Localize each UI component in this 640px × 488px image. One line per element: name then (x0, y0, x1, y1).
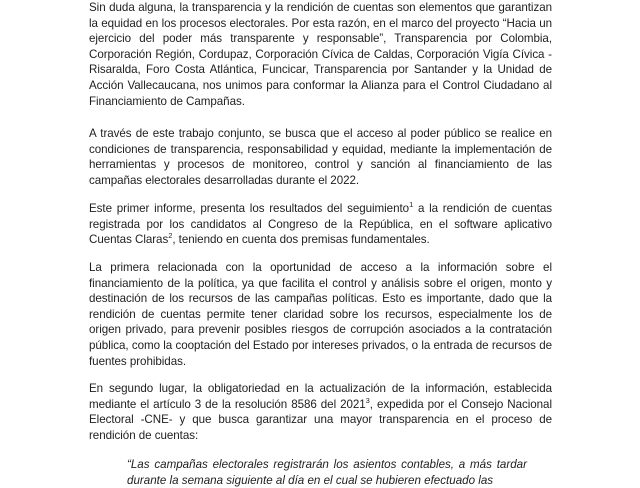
footnote-ref[interactable]: 2 (168, 231, 173, 241)
paragraph-text: a la rendición de cuentas registrada por los candidatos al Congreso de la República, en el software aplicativo Cuentas Claras (89, 202, 552, 247)
paragraph-text: Este primer informe, presenta los resultados del seguimiento (89, 202, 410, 215)
quote-line: durante la semana siguiente al día en el cual se hubieren efectuado las (127, 473, 494, 487)
paragraph-intro: Sin duda alguna, la transparencia y la rendición de cuentas son elementos que garantizan la equidad en los procesos electorales. Por esta razón, en el marco del proyecto “Hacia un ejercicio del poder más transparente y responsable”, Transparencia por Colombia, Corporación Región, Cordupaz, Corporación Cívica de Caldas, Corporación Vigía Cívica - Risaralda, Foro Costa Atlántica, Funcicar, Transparencia por Santander y la Unidad de Acción Vallecaucana, nos unimos para conformar la Alianza para el Control Ciudadano al Financiamiento de Campañas. (89, 1, 552, 108)
block-quote (127, 457, 527, 488)
paragraph-report-scope (89, 201, 552, 248)
quote-line: “Las campañas electorales registrarán los asientos contables, a más tardar (127, 458, 527, 471)
paragraph-objective: A través de este trabajo conjunto, se busca que el acceso al poder público se realice en condiciones de transparencia, responsabilidad y equidad, mediante la implementación de herramientas y procesos de monitoreo, control y sanción al financiamiento de las campañas electorales desarrolladas durante el 2022. (89, 127, 552, 187)
paragraph-text: En segundo lugar, la obligatoriedad en la actualización de la información, establecida mediante el artículo 3 de la resolución 8586 del 2021 (89, 382, 552, 411)
footnote-ref[interactable]: 3 (365, 395, 370, 405)
paragraph-second-premise (89, 381, 552, 443)
paragraph-text: , teniendo en cuenta dos premisas fundamentales. (172, 233, 430, 247)
footnote-ref[interactable]: 1 (409, 200, 414, 210)
paragraph-first-premise: La primera relacionada con la oportunidad de acceso a la información sobre el financiamiento de la política, ya que facilita el control y análisis sobre el origen, monto y destinación de los recursos de las campañas políticas. Esto es importante, dado que la rendición de cuentas permite tener claridad sobre los recursos, especialmente los de origen privado, para prevenir posibles riesgos de corrupción asociados a la contratación pública, como la cooptación del Estado por intereses privados, o la entrada de recursos de fuentes prohibidas. (89, 261, 552, 368)
paragraph-text: , expedida por el Consejo Nacional Electoral -CNE- y que busca garantizar una mayor transparencia en el proceso de rendición de cuentas: (89, 397, 552, 442)
